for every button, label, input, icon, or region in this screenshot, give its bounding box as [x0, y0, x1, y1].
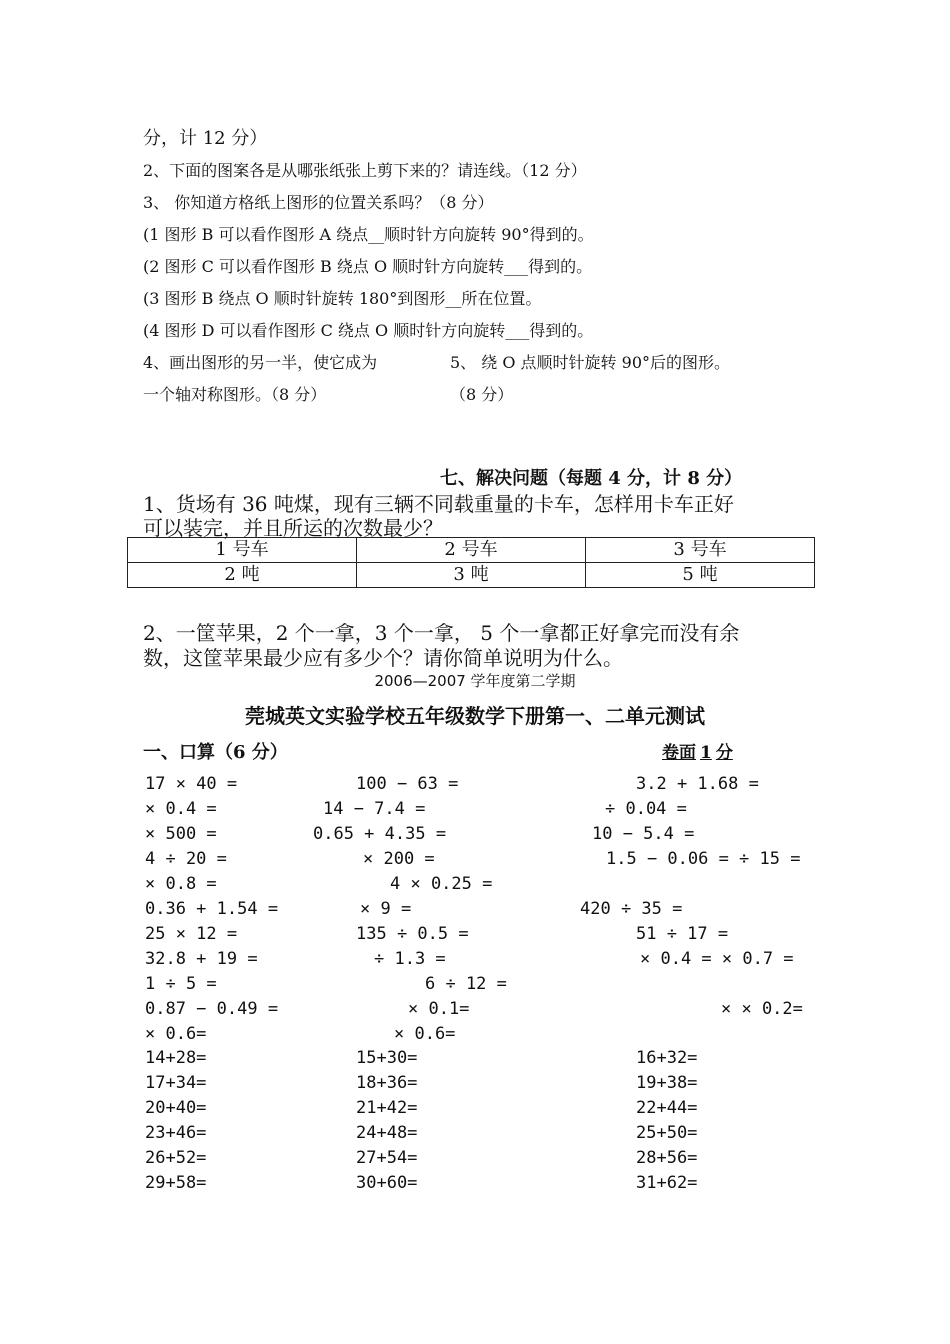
table-cell: 2 号车	[357, 538, 586, 563]
table-cell: 5 吨	[586, 563, 815, 588]
oral-item: 420 ÷ 35 =	[580, 899, 683, 919]
neatness-label: 卷面	[662, 743, 696, 763]
neatness-unit: 分	[715, 743, 733, 763]
oral-item: 25+50=	[636, 1123, 698, 1143]
oral-item: 30+60=	[356, 1173, 418, 1193]
continued-line: 分，计 12 分）	[143, 128, 268, 149]
table-cell: 3 号车	[586, 538, 815, 563]
question-4-line1: 4、画出图形的另一半，使它成为	[143, 353, 378, 372]
oral-item: 0.65 + 4.35 =	[313, 824, 447, 844]
truck-table	[127, 537, 815, 588]
oral-item: 1.5 − 0.06 = ÷ 15 =	[606, 849, 801, 869]
neatness-score	[662, 738, 733, 763]
oral-item: × 500 =	[145, 824, 217, 844]
question-3: 3、 你知道方格纸上图形的位置关系吗？（8 分）	[143, 193, 494, 212]
oral-item: 21+42=	[356, 1098, 418, 1118]
oral-item: 4 ÷ 20 =	[145, 849, 227, 869]
oral-item: 15+30=	[356, 1048, 418, 1068]
truck-table-header-row	[128, 538, 815, 563]
oral-item: × 0.8 =	[145, 874, 217, 894]
section-seven-title: 七、解决问题（每题 4 分，计 8 分）	[440, 468, 743, 489]
oral-item: × × 0.2=	[721, 999, 803, 1019]
oral-item: 22+44=	[636, 1098, 698, 1118]
oral-item: 10 − 5.4 =	[592, 824, 695, 844]
oral-item: 16+32=	[636, 1048, 698, 1068]
oral-item: 0.87 − 0.49 =	[145, 999, 279, 1019]
question-2: 2、下面的图案各是从哪张纸张上剪下来的？请连线。（12 分）	[143, 161, 587, 180]
oral-item: 28+56=	[636, 1148, 698, 1168]
oral-item: × 0.6=	[145, 1024, 207, 1044]
truck-table-value-row	[128, 563, 815, 588]
oral-item: × 0.4 =	[145, 799, 217, 819]
oral-item: 18+36=	[356, 1073, 418, 1093]
question-5-line1: 5、 绕 O 点顺时针旋转 90°后的图形。	[450, 353, 731, 372]
oral-item: 4 × 0.25 =	[390, 874, 493, 894]
question-4-line2: 一个轴对称图形。（8 分）	[143, 385, 327, 404]
problem-1-line2: 可以装完，并且所运的次数最少？	[143, 516, 443, 540]
oral-item: 23+46=	[145, 1123, 207, 1143]
oral-item: × 200 =	[363, 849, 435, 869]
question-5-line2: （8 分）	[450, 385, 514, 404]
oral-item: 14+28=	[145, 1048, 207, 1068]
oral-section-title: 一、口算（6 分）	[143, 742, 288, 763]
problem-1-line1: 1、货场有 36 吨煤，现有三辆不同载重量的卡车，怎样用卡车正好	[143, 492, 734, 516]
oral-item: 17+34=	[145, 1073, 207, 1093]
problem-2-line2: 数，这筐苹果最少应有多少个？请你简单说明为什么。	[143, 646, 623, 670]
oral-item: 135 ÷ 0.5 =	[356, 924, 469, 944]
oral-item: 1 ÷ 5 =	[145, 974, 217, 994]
oral-item: × 0.1=	[408, 999, 470, 1019]
oral-item: ÷ 1.3 =	[374, 949, 446, 969]
problem-2-line1: 2、一筐苹果，2 个一拿，3 个一拿， 5 个一拿都正好拿完而没有余	[143, 621, 740, 645]
oral-item: 17 × 40 =	[145, 774, 238, 794]
question-3-1: (1 图形 B 可以看作图形 A 绕点__顺时针方向旋转 90°得到的。	[143, 225, 594, 244]
oral-item: 26+52=	[145, 1148, 207, 1168]
neatness-value: 1	[700, 743, 712, 763]
table-cell: 3 吨	[357, 563, 586, 588]
test-title: 莞城英文实验学校五年级数学下册第一、二单元测试	[245, 704, 705, 728]
oral-item: 19+38=	[636, 1073, 698, 1093]
question-3-2: (2 图形 C 可以看作图形 B 绕点 O 顺时针方向旋转___得到的。	[143, 257, 593, 276]
oral-item: × 0.4 = × 0.7 =	[640, 949, 794, 969]
oral-item: 3.2 + 1.68 =	[636, 774, 759, 794]
oral-item: 6 ÷ 12 =	[425, 974, 507, 994]
table-cell: 1 号车	[128, 538, 357, 563]
oral-item: 31+62=	[636, 1173, 698, 1193]
oral-item: 32.8 + 19 =	[145, 949, 258, 969]
oral-item: 25 × 12 =	[145, 924, 238, 944]
oral-item: 27+54=	[356, 1148, 418, 1168]
oral-item: 29+58=	[145, 1173, 207, 1193]
oral-item: 14 − 7.4 =	[323, 799, 426, 819]
question-3-3: (3 图形 B 绕点 O 顺时针旋转 180°到图形__所在位置。	[143, 289, 542, 308]
oral-item: 20+40=	[145, 1098, 207, 1118]
oral-item: × 0.6=	[394, 1024, 456, 1044]
oral-item: 24+48=	[356, 1123, 418, 1143]
table-cell: 2 吨	[128, 563, 357, 588]
oral-item: 0.36 + 1.54 =	[145, 899, 279, 919]
question-3-4: (4 图形 D 可以看作图形 C 绕点 O 顺时针方向旋转___得到的。	[143, 321, 594, 340]
oral-item: 100 − 63 =	[356, 774, 459, 794]
oral-item: 51 ÷ 17 =	[636, 924, 729, 944]
oral-item: ÷ 0.04 =	[605, 799, 687, 819]
school-year: 2006—2007 学年度第二学期	[374, 672, 576, 690]
oral-item: × 9 =	[360, 899, 412, 919]
